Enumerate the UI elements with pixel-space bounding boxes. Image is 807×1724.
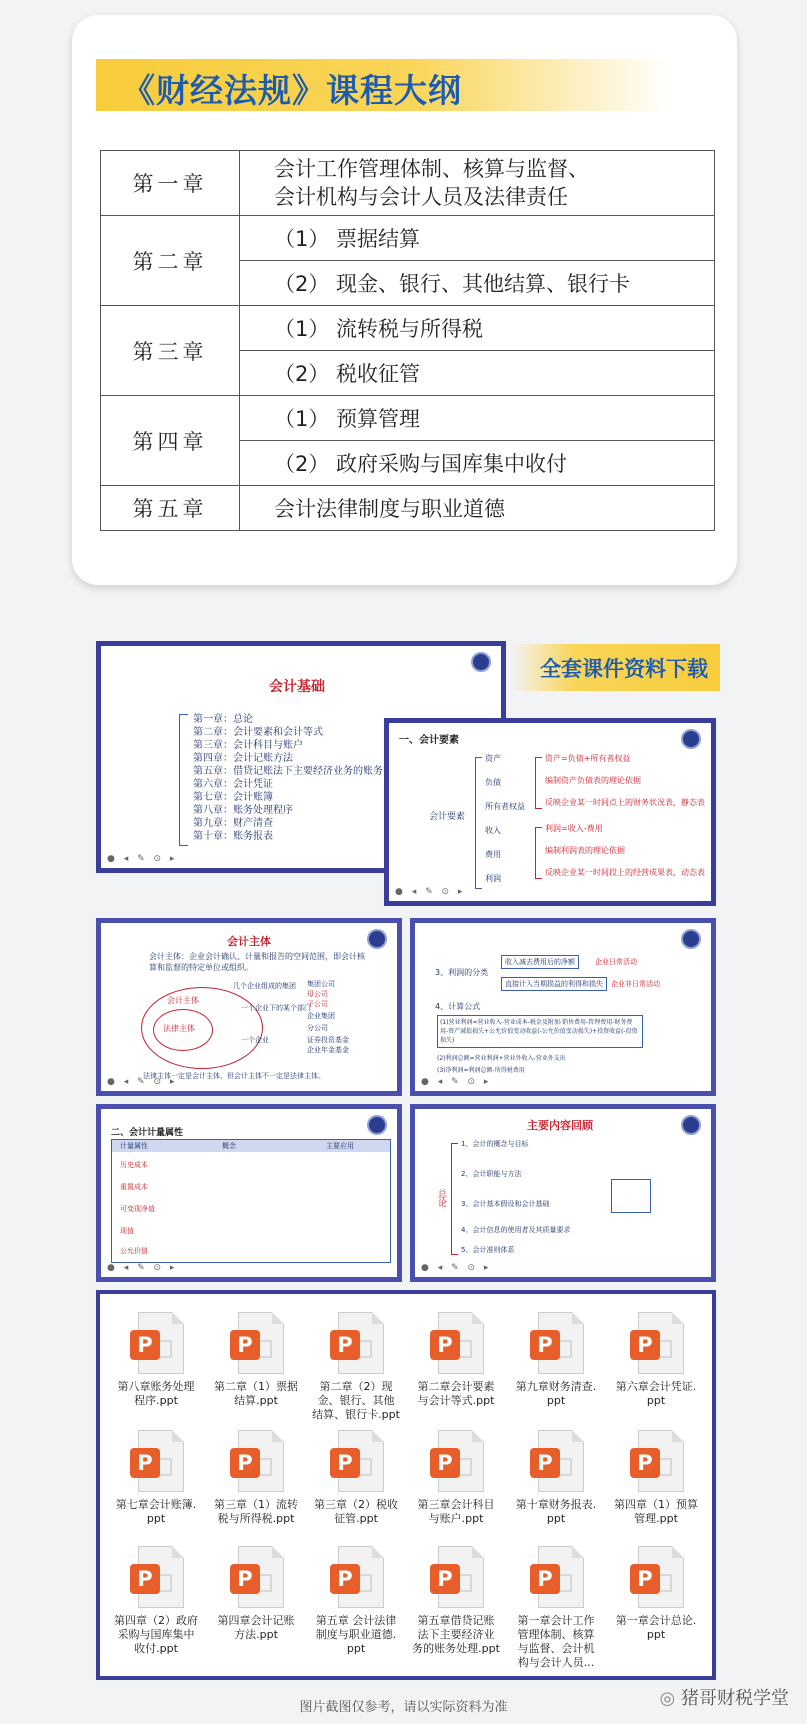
slide-toolbar-icon[interactable]: ● ◂ ✎ ⊙ ▸ — [421, 1263, 492, 1273]
label: 几个企业组成的集团 — [233, 982, 296, 990]
file-name — [206, 1498, 306, 1526]
slide-line: 3、会计基本假设和会计基础 — [461, 1200, 550, 1208]
slide-line: 4、会计信息的使用者及其质量要求 — [461, 1226, 571, 1234]
table-row — [101, 216, 715, 261]
outline-title: 《财经法规》课程大纲 — [122, 71, 462, 110]
slide-line: 直接计入当期损益的利得和损失 — [501, 977, 607, 991]
file-name-line: 程序.ppt — [134, 1394, 178, 1407]
file-item[interactable] — [606, 1546, 706, 1642]
file-name-line: 与账户.ppt — [428, 1512, 484, 1525]
file-name-line: ppt — [646, 1394, 666, 1407]
slide-line: 第三章：会计科目与账户 — [193, 740, 303, 751]
file-name-line: 采购与国库集中 — [117, 1628, 195, 1641]
file-name — [606, 1614, 706, 1642]
chapter-label: 第二章 — [101, 216, 240, 306]
file-name-line: 第一章会计工作 — [517, 1614, 595, 1627]
slide-line: 第五章：借贷记账法下主要经济业务的账务 — [193, 766, 383, 777]
file-name — [106, 1498, 206, 1526]
file-name-line: 结算.ppt — [234, 1394, 278, 1407]
branch: 利润 — [485, 874, 501, 883]
school-logo-icon — [681, 929, 701, 949]
ppt-file-icon: P — [330, 1312, 382, 1376]
outline-table — [100, 150, 715, 531]
disclaimer-caption: 图片截图仅参考，请以实际资料为准 — [299, 1700, 508, 1715]
file-item[interactable] — [506, 1312, 606, 1408]
ppt-file-icon: P — [530, 1546, 582, 1610]
row-label: 重置成本 — [120, 1183, 148, 1191]
row-label: 公允价值 — [120, 1247, 148, 1255]
brace — [451, 1143, 458, 1255]
file-item[interactable] — [106, 1430, 206, 1526]
note: 利润=收入-费用 — [545, 824, 603, 833]
file-name — [606, 1498, 706, 1526]
file-name-line: 第十章财务报表. — [515, 1498, 597, 1511]
slide-center: 会计要素 — [429, 812, 466, 822]
file-name-line: 税与所得税.ppt — [217, 1512, 295, 1525]
file-name-line: 第一章会计总论. — [615, 1614, 697, 1627]
brace — [535, 757, 542, 809]
slide-profit — [410, 918, 716, 1096]
chapter-item: （2） 税收征管 — [240, 351, 715, 396]
slide-review — [410, 1104, 716, 1282]
slide-line: (3)净利润=利润总额-所得税费用 — [437, 1067, 525, 1074]
ppt-file-icon: P — [130, 1312, 182, 1376]
file-name — [406, 1614, 506, 1656]
table-row — [101, 486, 715, 531]
header-cell: 主要应用 — [326, 1142, 354, 1150]
ppt-file-icon: P — [630, 1546, 682, 1610]
file-name-line: 第四章（1）预算 — [614, 1498, 698, 1511]
ppt-file-icon: P — [530, 1430, 582, 1494]
file-name-line: 第三章（1）流转 — [214, 1498, 298, 1511]
slide-line: 第四章：会计记账方法 — [193, 753, 293, 764]
file-name-line: 第六章会计凭证. — [615, 1380, 697, 1393]
file-item[interactable] — [106, 1312, 206, 1408]
file-name — [306, 1380, 406, 1422]
file-item[interactable] — [406, 1546, 506, 1656]
slide-accounting-entity — [96, 918, 402, 1096]
file-name-line: 第四章（2）政府 — [114, 1614, 198, 1627]
ppt-file-icon: P — [430, 1312, 482, 1376]
note: 编制资产负债表的理论依据 — [545, 776, 641, 785]
slide-line: 第七章：会计账簿 — [193, 792, 273, 803]
label: 会计主体 — [167, 996, 199, 1005]
chapter-item: （1） 流转税与所得税 — [240, 306, 715, 351]
table-row — [101, 151, 715, 216]
file-name-line: ppt — [146, 1512, 166, 1525]
file-item[interactable] — [206, 1312, 306, 1408]
chapter-item: （2） 现金、银行、其他结算、银行卡 — [240, 261, 715, 306]
file-name-line: 务的账务处理.ppt — [412, 1642, 500, 1655]
slide-title: 二、会计计量属性 — [111, 1128, 184, 1138]
ppt-file-icon: P — [430, 1430, 482, 1494]
row-label: 现值 — [120, 1227, 134, 1235]
item-line: 会计工作管理体制、核算与监督、 — [274, 157, 589, 181]
branch: 负债 — [485, 778, 501, 787]
file-item[interactable] — [506, 1430, 606, 1526]
slide-line: 第九章：财产清查 — [193, 818, 273, 829]
label: 企业集团 — [307, 1012, 335, 1020]
slide-line: 企业非日常活动 — [611, 980, 660, 988]
file-name-line: 第二章会计要素 — [417, 1380, 495, 1393]
slide-toolbar-icon[interactable]: ● ◂ ✎ ⊙ ▸ — [107, 1263, 178, 1273]
file-grid — [96, 1290, 716, 1680]
file-name-line: 收付.ppt — [134, 1642, 178, 1655]
slide-toolbar-icon[interactable]: ● ◂ ✎ ⊙ ▸ — [107, 1077, 178, 1087]
file-name — [106, 1614, 206, 1656]
chapter-item: 会计法律制度与职业道德 — [240, 486, 715, 531]
slide-line: 4、计算公式 — [435, 1002, 481, 1011]
file-name-line: 构与会计人员... — [517, 1656, 595, 1669]
file-name — [406, 1498, 506, 1526]
file-name-line: ppt — [546, 1512, 566, 1525]
file-name-line: 与会计等式.ppt — [417, 1394, 495, 1407]
slide-line: 1、会计的概念与目标 — [461, 1140, 529, 1148]
note: 资产=负债+所有者权益 — [545, 754, 631, 763]
branch: 费用 — [485, 850, 501, 859]
file-name-line: 第四章会计记账 — [217, 1614, 295, 1627]
course-outline-card — [72, 15, 737, 585]
slide-footer: 法律主体一定是会计主体，但会计主体不一定是法律主体。 — [143, 1072, 325, 1080]
ppt-file-icon: P — [630, 1430, 682, 1494]
brace — [535, 827, 542, 879]
row-label: 历史成本 — [120, 1161, 148, 1169]
table-row — [101, 306, 715, 351]
file-name-line: 方法.ppt — [234, 1628, 278, 1641]
file-item[interactable] — [606, 1430, 706, 1526]
ppt-file-icon: P — [530, 1312, 582, 1376]
chapter-item: （1） 预算管理 — [240, 396, 715, 441]
slide-title: 会计基础 — [269, 679, 325, 695]
file-name-line: 第九章财务清查. — [515, 1380, 597, 1393]
file-name-line: 第五章 会计法律 — [315, 1614, 397, 1627]
file-name-line: 管理.ppt — [634, 1512, 678, 1525]
note: 编制利润表的理论依据 — [545, 846, 625, 855]
file-name-line: 第三章会计科目 — [417, 1498, 495, 1511]
ppt-file-icon: P — [130, 1430, 182, 1494]
file-name-line: 与监督、会计机 — [517, 1642, 595, 1655]
file-item[interactable] — [406, 1430, 506, 1526]
branch: 资产 — [485, 754, 501, 763]
file-name-line: 金、银行、其他 — [317, 1394, 395, 1407]
file-item[interactable] — [206, 1546, 306, 1642]
file-name-line: 管理体制、核算 — [517, 1628, 595, 1641]
slide-line: 第八章：账务处理程序 — [193, 805, 293, 816]
label: 法律主体 — [163, 1024, 195, 1033]
label: 子公司 — [307, 1000, 328, 1008]
school-logo-icon — [681, 729, 701, 749]
file-name — [606, 1380, 706, 1408]
chapter-item: （2） 政府采购与国库集中收付 — [240, 441, 715, 486]
brace — [475, 757, 482, 889]
slide-line: 第二章：会计要素和会计等式 — [193, 727, 323, 738]
item-line: 会计机构与会计人员及法律责任 — [274, 185, 568, 209]
slide-measurement-attributes — [96, 1104, 402, 1282]
note: 反映企业某一时间段上的经营成果表，动态表 — [545, 868, 705, 877]
download-band — [511, 644, 720, 691]
slide-toolbar-icon[interactable]: ● ◂ ✎ ⊙ ▸ — [107, 854, 178, 864]
school-logo-icon — [471, 652, 491, 672]
slide-toolbar-icon[interactable]: ● ◂ ✎ ⊙ ▸ — [395, 887, 466, 897]
slide-intro: 会计主体：企业会计确认、计量和报告的空间范围，即会计核算和监督的特定单位或组织。 — [149, 952, 365, 972]
chapter-label: 第四章 — [101, 396, 240, 486]
file-item[interactable] — [306, 1546, 406, 1656]
slide-line: 第六章：会计凭证 — [193, 779, 273, 790]
file-name — [506, 1498, 606, 1526]
brace — [179, 714, 188, 846]
file-name — [206, 1380, 306, 1408]
slide-line: 第十章：账务报表 — [193, 831, 273, 842]
label: 母公司 — [307, 990, 328, 998]
note: 反映企业某一时间点上的财务状况表，静态表 — [545, 798, 705, 807]
file-name — [506, 1380, 606, 1408]
slide-title: 主要内容回顾 — [527, 1119, 593, 1132]
chapter-item — [240, 151, 715, 216]
chapter-label: 第三章 — [101, 306, 240, 396]
file-name-line: ppt — [546, 1394, 566, 1407]
slide-title: 一、会计要素 — [399, 735, 459, 746]
file-name — [206, 1614, 306, 1642]
school-logo-icon — [367, 929, 387, 949]
file-name-line: 第七章会计账簿. — [115, 1498, 197, 1511]
file-name-line: 法下主要经济业 — [417, 1628, 495, 1641]
label: 集团公司 — [307, 980, 335, 988]
ppt-file-icon: P — [130, 1546, 182, 1610]
file-name — [506, 1614, 606, 1670]
file-item[interactable] — [306, 1312, 406, 1422]
chapter-label: 第五章 — [101, 486, 240, 531]
slide-line: 5、会计准则体系 — [461, 1246, 515, 1254]
header-cell: 计量属性 — [120, 1142, 148, 1150]
label: 证券投资基金 — [307, 1036, 349, 1044]
file-name — [306, 1498, 406, 1526]
slide-line: 企业日常活动 — [595, 958, 637, 966]
file-name-line: 结算、银行卡.ppt — [312, 1408, 400, 1421]
file-name-line: 第三章（2）税收 — [314, 1498, 398, 1511]
file-name-line: 第五章借贷记账 — [417, 1614, 495, 1627]
file-item[interactable] — [206, 1430, 306, 1526]
ppt-file-icon: P — [230, 1546, 282, 1610]
slide-line: (1)营业利润=营业收入-营业成本-税金及附加-销售费用-管理费用-财务费用-资产减值损失+公允价值变动收益(-公允价值变动损失)+投资收益(-投资损失) — [437, 1015, 643, 1048]
slide-accounting-elements — [384, 718, 716, 906]
file-item[interactable] — [406, 1312, 506, 1408]
file-name-line: ppt — [346, 1642, 366, 1655]
watermark — [660, 1684, 789, 1710]
file-item[interactable] — [106, 1546, 206, 1656]
outline-title-band — [96, 59, 671, 111]
ppt-file-icon: P — [430, 1546, 482, 1610]
measure-table — [111, 1139, 391, 1263]
slide-line: 第一章：总论 — [193, 714, 253, 725]
watermark-text: 猪哥财税学堂 — [681, 1688, 789, 1709]
ppt-file-icon: P — [330, 1546, 382, 1610]
slide-line: 收入减去费用后的净额 — [501, 955, 579, 969]
school-logo-icon — [367, 1115, 387, 1135]
file-name-line: ppt — [646, 1628, 666, 1641]
label: 一个企业 — [241, 1036, 269, 1044]
file-item[interactable] — [506, 1546, 606, 1670]
label: 企业年金基金 — [307, 1046, 349, 1054]
table-row — [101, 396, 715, 441]
school-logo-icon — [681, 1115, 701, 1135]
wechat-icon: ◎ — [659, 1688, 676, 1709]
slide-line: 3、利润的分类 — [435, 968, 489, 977]
branch: 所有者权益 — [485, 802, 525, 811]
file-name-line: 征管.ppt — [334, 1512, 378, 1525]
ppt-file-icon: P — [230, 1430, 282, 1494]
file-name — [406, 1380, 506, 1408]
file-item[interactable] — [306, 1430, 406, 1526]
file-name-line: 第二章（1）票据 — [214, 1380, 298, 1393]
file-name-line: 制度与职业道德. — [315, 1628, 397, 1641]
slide-left: 总论 — [436, 1189, 446, 1207]
ppt-file-icon: P — [630, 1312, 682, 1376]
branch: 收入 — [485, 826, 501, 835]
file-name — [106, 1380, 206, 1408]
row-label: 可变现净值 — [120, 1205, 155, 1213]
download-label: 全套课件资料下载 — [540, 657, 708, 681]
chapter-item: （1） 票据结算 — [240, 216, 715, 261]
file-item[interactable] — [606, 1312, 706, 1408]
slide-line: 2、会计职能与方法 — [461, 1170, 522, 1178]
label: 一个企业下的某个部门 — [241, 1004, 311, 1012]
chapter-label: 第一章 — [101, 151, 240, 216]
ppt-file-icon: P — [330, 1430, 382, 1494]
header-cell: 概念 — [222, 1142, 236, 1150]
slide-title: 会计主体 — [227, 935, 271, 948]
file-name — [306, 1614, 406, 1656]
label: 分公司 — [307, 1024, 328, 1032]
slide-toolbar-icon[interactable]: ● ◂ ✎ ⊙ ▸ — [421, 1077, 492, 1087]
summary-box — [611, 1179, 651, 1213]
ppt-file-icon: P — [230, 1312, 282, 1376]
file-name-line: 第八章账务处理 — [117, 1380, 195, 1393]
slide-line: (2)利润总额=营业利润+营业外收入-营业外支出 — [437, 1055, 566, 1062]
file-name-line: 第二章（2）现 — [319, 1380, 393, 1393]
